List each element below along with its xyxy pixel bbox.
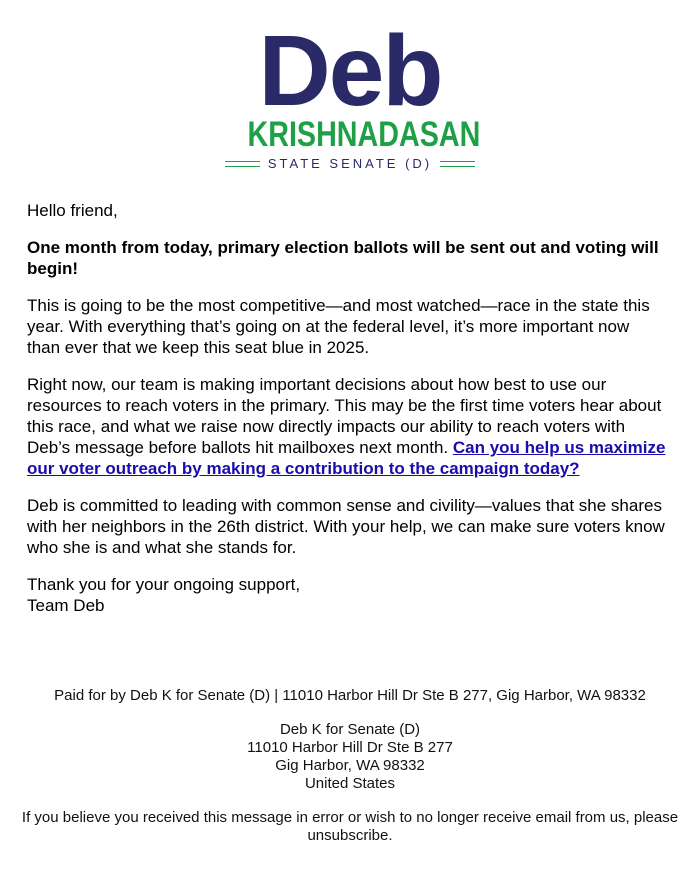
address-line: United States bbox=[304, 775, 396, 792]
address-line: 11010 Harbor Hill Dr Ste B 277 bbox=[247, 739, 453, 756]
email-body bbox=[27, 200, 667, 632]
paragraph-1: This is going to be the most competitive—and most watched—race in the state this year. With everything that’s going on at the federal level, it’s more important now than ever that we keep this seat blue in 2025. bbox=[27, 296, 650, 357]
logo-first-name: Deb bbox=[258, 15, 442, 127]
signature: Team Deb bbox=[27, 596, 105, 615]
email-footer bbox=[0, 687, 700, 845]
logo-subtitle-row bbox=[225, 156, 475, 171]
headline: One month from today, primary election ballots will be sent out and voting will begin! bbox=[27, 238, 659, 278]
signoff bbox=[27, 574, 667, 616]
paragraph-2 bbox=[27, 374, 667, 479]
logo-left-rule bbox=[225, 161, 260, 167]
campaign-logo bbox=[225, 15, 481, 172]
logo-last-name: KRISHNADASAN bbox=[247, 115, 481, 154]
paragraph-2-text: Right now, our team is making important decisions about how best to use our resources to reach voters in the primary. This may be the first time voters hear about this race, and what we raise now directly impacts our ability to reach voters with Deb’s message before ballots hit mailboxes next month. bbox=[27, 375, 662, 457]
unsubscribe-notice: If you believe you received this message in error or wish to no longer receive email from us, please unsubscribe. bbox=[21, 809, 679, 844]
logo-right-rule bbox=[440, 161, 475, 167]
mailing-address bbox=[0, 721, 700, 793]
logo-subtitle: STATE SENATE (D) bbox=[267, 156, 433, 171]
closing-text: Thank you for your ongoing support, bbox=[27, 575, 301, 594]
address-line: Deb K for Senate (D) bbox=[279, 721, 421, 738]
greeting: Hello friend, bbox=[27, 201, 118, 220]
paid-for-disclaimer: Paid for by Deb K for Senate (D) | 11010 Harbor Hill Dr Ste B 277, Gig Harbor, WA 98332 bbox=[54, 687, 646, 704]
address-line: Gig Harbor, WA 98332 bbox=[275, 757, 425, 774]
paragraph-3: Deb is committed to leading with common sense and civility—values that she shares with her neighbors in the 26th district. With your help, we can make sure voters know who she is and what she stands for. bbox=[27, 496, 665, 557]
contribute-link[interactable]: Can you help us maximize our voter outreach by making a contribution to the campaign today? bbox=[27, 438, 666, 478]
